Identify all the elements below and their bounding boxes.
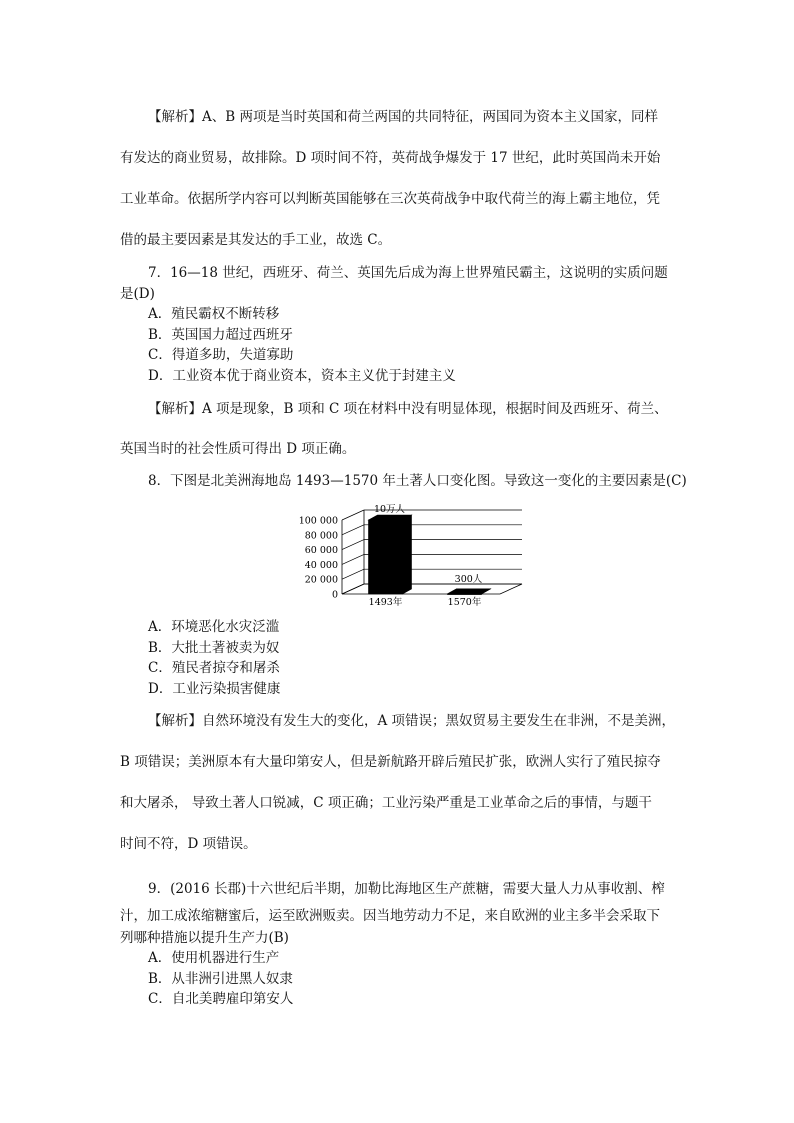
bar-front: [369, 520, 403, 594]
question-stem-line: 7．16—18 世纪，西班牙、荷兰、英国先后成为海上世界殖民霸主，这说明的实质问题: [148, 265, 668, 281]
option-d: D．工业资本优于商业资本，资本主义优于封建主义: [148, 368, 456, 384]
x-tick-label: 1570年: [447, 597, 482, 608]
analysis-line: 英国当时的社会性质可得出 D 项正确。: [120, 441, 356, 457]
y-tick-label: 80 000: [304, 530, 338, 542]
analysis-line: 有发达的商业贸易，故排除。D 项时间不符，英荷战争爆发于 17 世纪，此时英国尚未开始: [120, 150, 661, 166]
option-a: A．使用机器进行生产: [148, 950, 280, 966]
analysis-line: 【解析】A、B 两项是当时英国和荷兰两国的共同特征，两国同为资本主义国家，同样: [148, 109, 658, 125]
question-stem-line: 汁，加工成浓缩糖蜜后，运至欧洲贩卖。因当地劳动力不足，来自欧洲的业主多半会采取下: [120, 908, 660, 924]
y-tick-label: 100 000: [298, 515, 338, 527]
y-tick-label: 0: [331, 589, 338, 601]
x-tick-label: 1493年: [368, 597, 403, 608]
analysis-line: 【解析】自然环境没有发生大的变化，A 项错误；黑奴贸易主要发生在非洲，不是美洲，: [148, 713, 676, 729]
option-a: A．环境恶化水灾泛滥: [148, 619, 280, 635]
chart-y-ticks: [299, 516, 338, 601]
analysis-line: 和大屠杀， 导致土著人口锐减，C 项正确；工业污染严重是工业革命之后的事情，与题干: [120, 795, 652, 811]
y-tick-label: 40 000: [304, 559, 338, 571]
data-label: 10万人: [373, 504, 406, 515]
analysis-line: 时间不符，D 项错误。: [120, 836, 257, 852]
analysis-line: 借的最主要因素是其发达的手工业，故选 C。: [120, 232, 392, 248]
data-label: 300人: [454, 574, 483, 585]
analysis-line: 工业革命。依据所学内容可以判断英国能够在三次英荷战争中取代荷兰的海上霸主地位，凭: [120, 191, 660, 207]
question-stem-line: 是(D): [120, 286, 155, 302]
gridline-depth: [342, 554, 364, 564]
option-b: B．英国国力超过西班牙: [148, 327, 293, 343]
gridline-depth: [342, 540, 364, 550]
option-b: B．从非洲引进黑人奴隶: [148, 971, 293, 987]
bar-front: [448, 594, 482, 595]
option-c: C．得道多助，失道寡助: [148, 347, 294, 363]
gridline-depth: [342, 510, 364, 520]
population-bar-chart: [290, 492, 540, 614]
gridline-depth: [342, 569, 364, 579]
question-stem-line: 列哪种措施以提升生产力(B): [120, 930, 289, 946]
option-d: D．工业污染损害健康: [148, 681, 281, 697]
question-stem-line: 9．(2016 长郡)十六世纪后半期，加勒比海地区生产蔗糖，需要大量人力从事收割、榨: [148, 881, 665, 897]
bar-side: [403, 515, 412, 594]
y-tick-label: 20 000: [304, 574, 338, 586]
y-tick-label: 60 000: [304, 545, 338, 557]
gridline-depth: [342, 525, 364, 535]
bar: [369, 515, 412, 594]
analysis-line: B 项错误；美洲原本有大量印第安人，但是新航路开辟后殖民扩张，欧洲人实行了殖民掠夺: [120, 754, 661, 770]
option-c: C．自北美聘雇印第安人: [148, 991, 294, 1007]
option-b: B．大批土著被卖为奴: [148, 640, 280, 656]
option-c: C．殖民者掠夺和屠杀: [148, 660, 280, 676]
bar-top: [448, 589, 491, 594]
option-a: A．殖民霸权不断转移: [148, 306, 280, 322]
chart-x-ticks: [369, 596, 482, 608]
analysis-line: 【解析】A 项是现象，B 项和 C 项在材料中没有明显体现，根据时间及西班牙、荷兰、: [148, 401, 668, 417]
question-stem-line: 8．下图是北美洲海地岛 1493—1570 年土著人口变化图。导致这一变化的主要因素是(C): [148, 473, 687, 489]
